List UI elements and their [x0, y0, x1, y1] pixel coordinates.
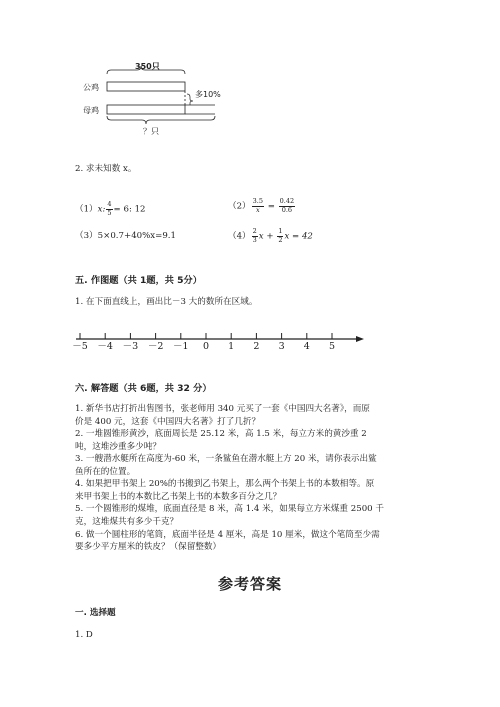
- equation-2: （2） $\frac{3.5}{x}$ = $\frac{0.42}{0.6}$: [228, 197, 295, 214]
- question-line: 来甲书架上书的本数比乙书架上书的本数多百分之几？: [75, 491, 282, 502]
- question-line: 2. 一堆圆锥形黄沙，底面周长是 25.12 米，高 1.5 米，每立方米的黄沙重 2: [75, 429, 367, 440]
- equation-1: （1）x: $\frac{4}{5}$ = 6: 12: [75, 200, 146, 217]
- question-line: 克，这堆煤共有多少千克？: [75, 516, 179, 527]
- section6-heading: 六. 解答题（共 6题，共 32 分）: [75, 383, 212, 394]
- extra-label: 多10%: [195, 90, 221, 99]
- tick-label: 0: [202, 341, 210, 352]
- answer-1: 1. D: [75, 630, 93, 640]
- tick-label: －3: [122, 341, 139, 352]
- section5-heading: 五. 作图题（共 1题，共 5分）: [75, 275, 202, 286]
- total-label: 350只: [135, 62, 160, 71]
- bottom-brace: [107, 116, 215, 124]
- hen-label: 母鸡: [83, 106, 99, 115]
- rooster-bar: [107, 82, 185, 91]
- tick-label: 1: [228, 341, 235, 352]
- equation-3: （3）5×0.7+40%x=9.1: [75, 231, 177, 241]
- arrow-right-icon: [356, 336, 364, 342]
- equation-4: （4） $\frac{2}{3}$ x + $\frac{1}{2}$ x = 42: [228, 227, 313, 244]
- answers-section1: 一. 选择题: [75, 608, 116, 618]
- tick-label: 3: [278, 341, 285, 352]
- tick-label: －4: [97, 341, 113, 352]
- question-line: 6. 做一个圆柱形的笔筒，底面半径是 4 厘米，高是 10 厘米，做这个笔筒至少需: [75, 529, 380, 540]
- hen-bar: [107, 105, 185, 114]
- question-line: 1. 新华书店打折出售图书，张老师用 340 元买了一套《中国四大名著》，而原: [75, 404, 370, 414]
- question-line: 3. 一艘潜水艇所在高度为-60 米，一条鲨鱼在潜水艇上方 20 米，请你表示出鲨: [75, 454, 377, 465]
- q2-heading: 2. 求未知数 x。: [75, 164, 137, 174]
- tick-label: －2: [147, 341, 164, 352]
- question-line: 价是 400 元，这套《中国四大名著》打了几折？: [75, 416, 261, 427]
- tick-label: －5: [72, 341, 88, 352]
- tick-label: －1: [173, 341, 189, 352]
- answers-title: 参考答案: [217, 575, 282, 593]
- question-line: 要多少平方厘米的铁皮？（保留整数）: [75, 542, 222, 553]
- tick-label: 2: [253, 341, 260, 352]
- rooster-label: 公鸡: [83, 83, 99, 92]
- question-line: 吨，这堆沙重多少吨？: [75, 441, 161, 452]
- question-line: 鱼所在的位置。: [75, 466, 136, 477]
- tick-label: 4: [303, 341, 310, 352]
- question-line: 4. 如果把甲书架上 20%的书搬到乙书架上，那么两个书架上书的本数相等。原: [75, 479, 375, 490]
- tick-label: 5: [328, 341, 336, 352]
- question-label: ？只: [143, 127, 159, 136]
- section5-question: 1. 在下面直线上，画出比－3 大的数所在区域。: [75, 297, 258, 307]
- question-line: 5. 一个圆锥形的煤堆，底面直径是 8 米，高 1.4 米，如果每立方米煤重 2500 千: [75, 504, 384, 515]
